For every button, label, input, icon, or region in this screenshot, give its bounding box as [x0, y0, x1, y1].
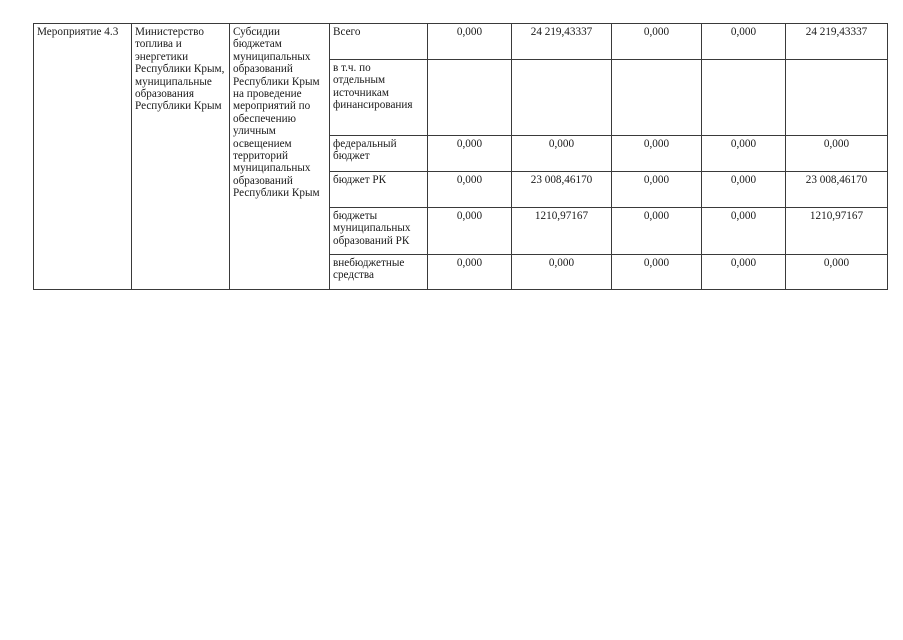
- value-cell: 0,000: [702, 172, 786, 208]
- financing-table: [33, 23, 888, 290]
- value-cell: 0,000: [612, 172, 702, 208]
- value-cell: [612, 60, 702, 136]
- value-cell: 0,000: [512, 255, 612, 290]
- table-row: [34, 24, 888, 60]
- value-cell: 0,000: [612, 208, 702, 255]
- source-cell: федеральный бюджет: [330, 136, 428, 172]
- source-cell: Всего: [330, 24, 428, 60]
- value-cell: 0,000: [702, 208, 786, 255]
- value-cell: 0,000: [512, 136, 612, 172]
- value-cell: 0,000: [786, 136, 888, 172]
- value-cell: 23 008,46170: [786, 172, 888, 208]
- value-cell: 1210,97167: [786, 208, 888, 255]
- description-cell: Субсидии бюджетам муниципальных образований Республики Крым на проведение мероприятий по обеспечению уличным освещением территорий муниципальных образований Республики Крым: [230, 24, 330, 290]
- value-cell: [786, 60, 888, 136]
- value-cell: 0,000: [428, 136, 512, 172]
- value-cell: 0,000: [428, 255, 512, 290]
- source-cell: внебюджетные средства: [330, 255, 428, 290]
- value-cell: 24 219,43337: [786, 24, 888, 60]
- value-cell: [512, 60, 612, 136]
- value-cell: 1210,97167: [512, 208, 612, 255]
- value-cell: 0,000: [612, 255, 702, 290]
- source-cell: бюджет РК: [330, 172, 428, 208]
- value-cell: 0,000: [428, 24, 512, 60]
- value-cell: 0,000: [428, 172, 512, 208]
- measure-name-cell: Мероприятие 4.3: [34, 24, 132, 290]
- value-cell: 0,000: [702, 136, 786, 172]
- value-cell: 23 008,46170: [512, 172, 612, 208]
- executor-cell: Министерство топлива и энергетики Республики Крым, муниципальные образования Республики Крым: [132, 24, 230, 290]
- value-cell: 0,000: [702, 255, 786, 290]
- source-cell: бюджеты муниципальных образований РК: [330, 208, 428, 255]
- value-cell: 0,000: [702, 24, 786, 60]
- value-cell: 0,000: [428, 208, 512, 255]
- value-cell: [702, 60, 786, 136]
- value-cell: 24 219,43337: [512, 24, 612, 60]
- value-cell: 0,000: [786, 255, 888, 290]
- value-cell: [428, 60, 512, 136]
- value-cell: 0,000: [612, 136, 702, 172]
- value-cell: 0,000: [612, 24, 702, 60]
- source-cell: в т.ч. по отдельным источникам финансирования: [330, 60, 428, 136]
